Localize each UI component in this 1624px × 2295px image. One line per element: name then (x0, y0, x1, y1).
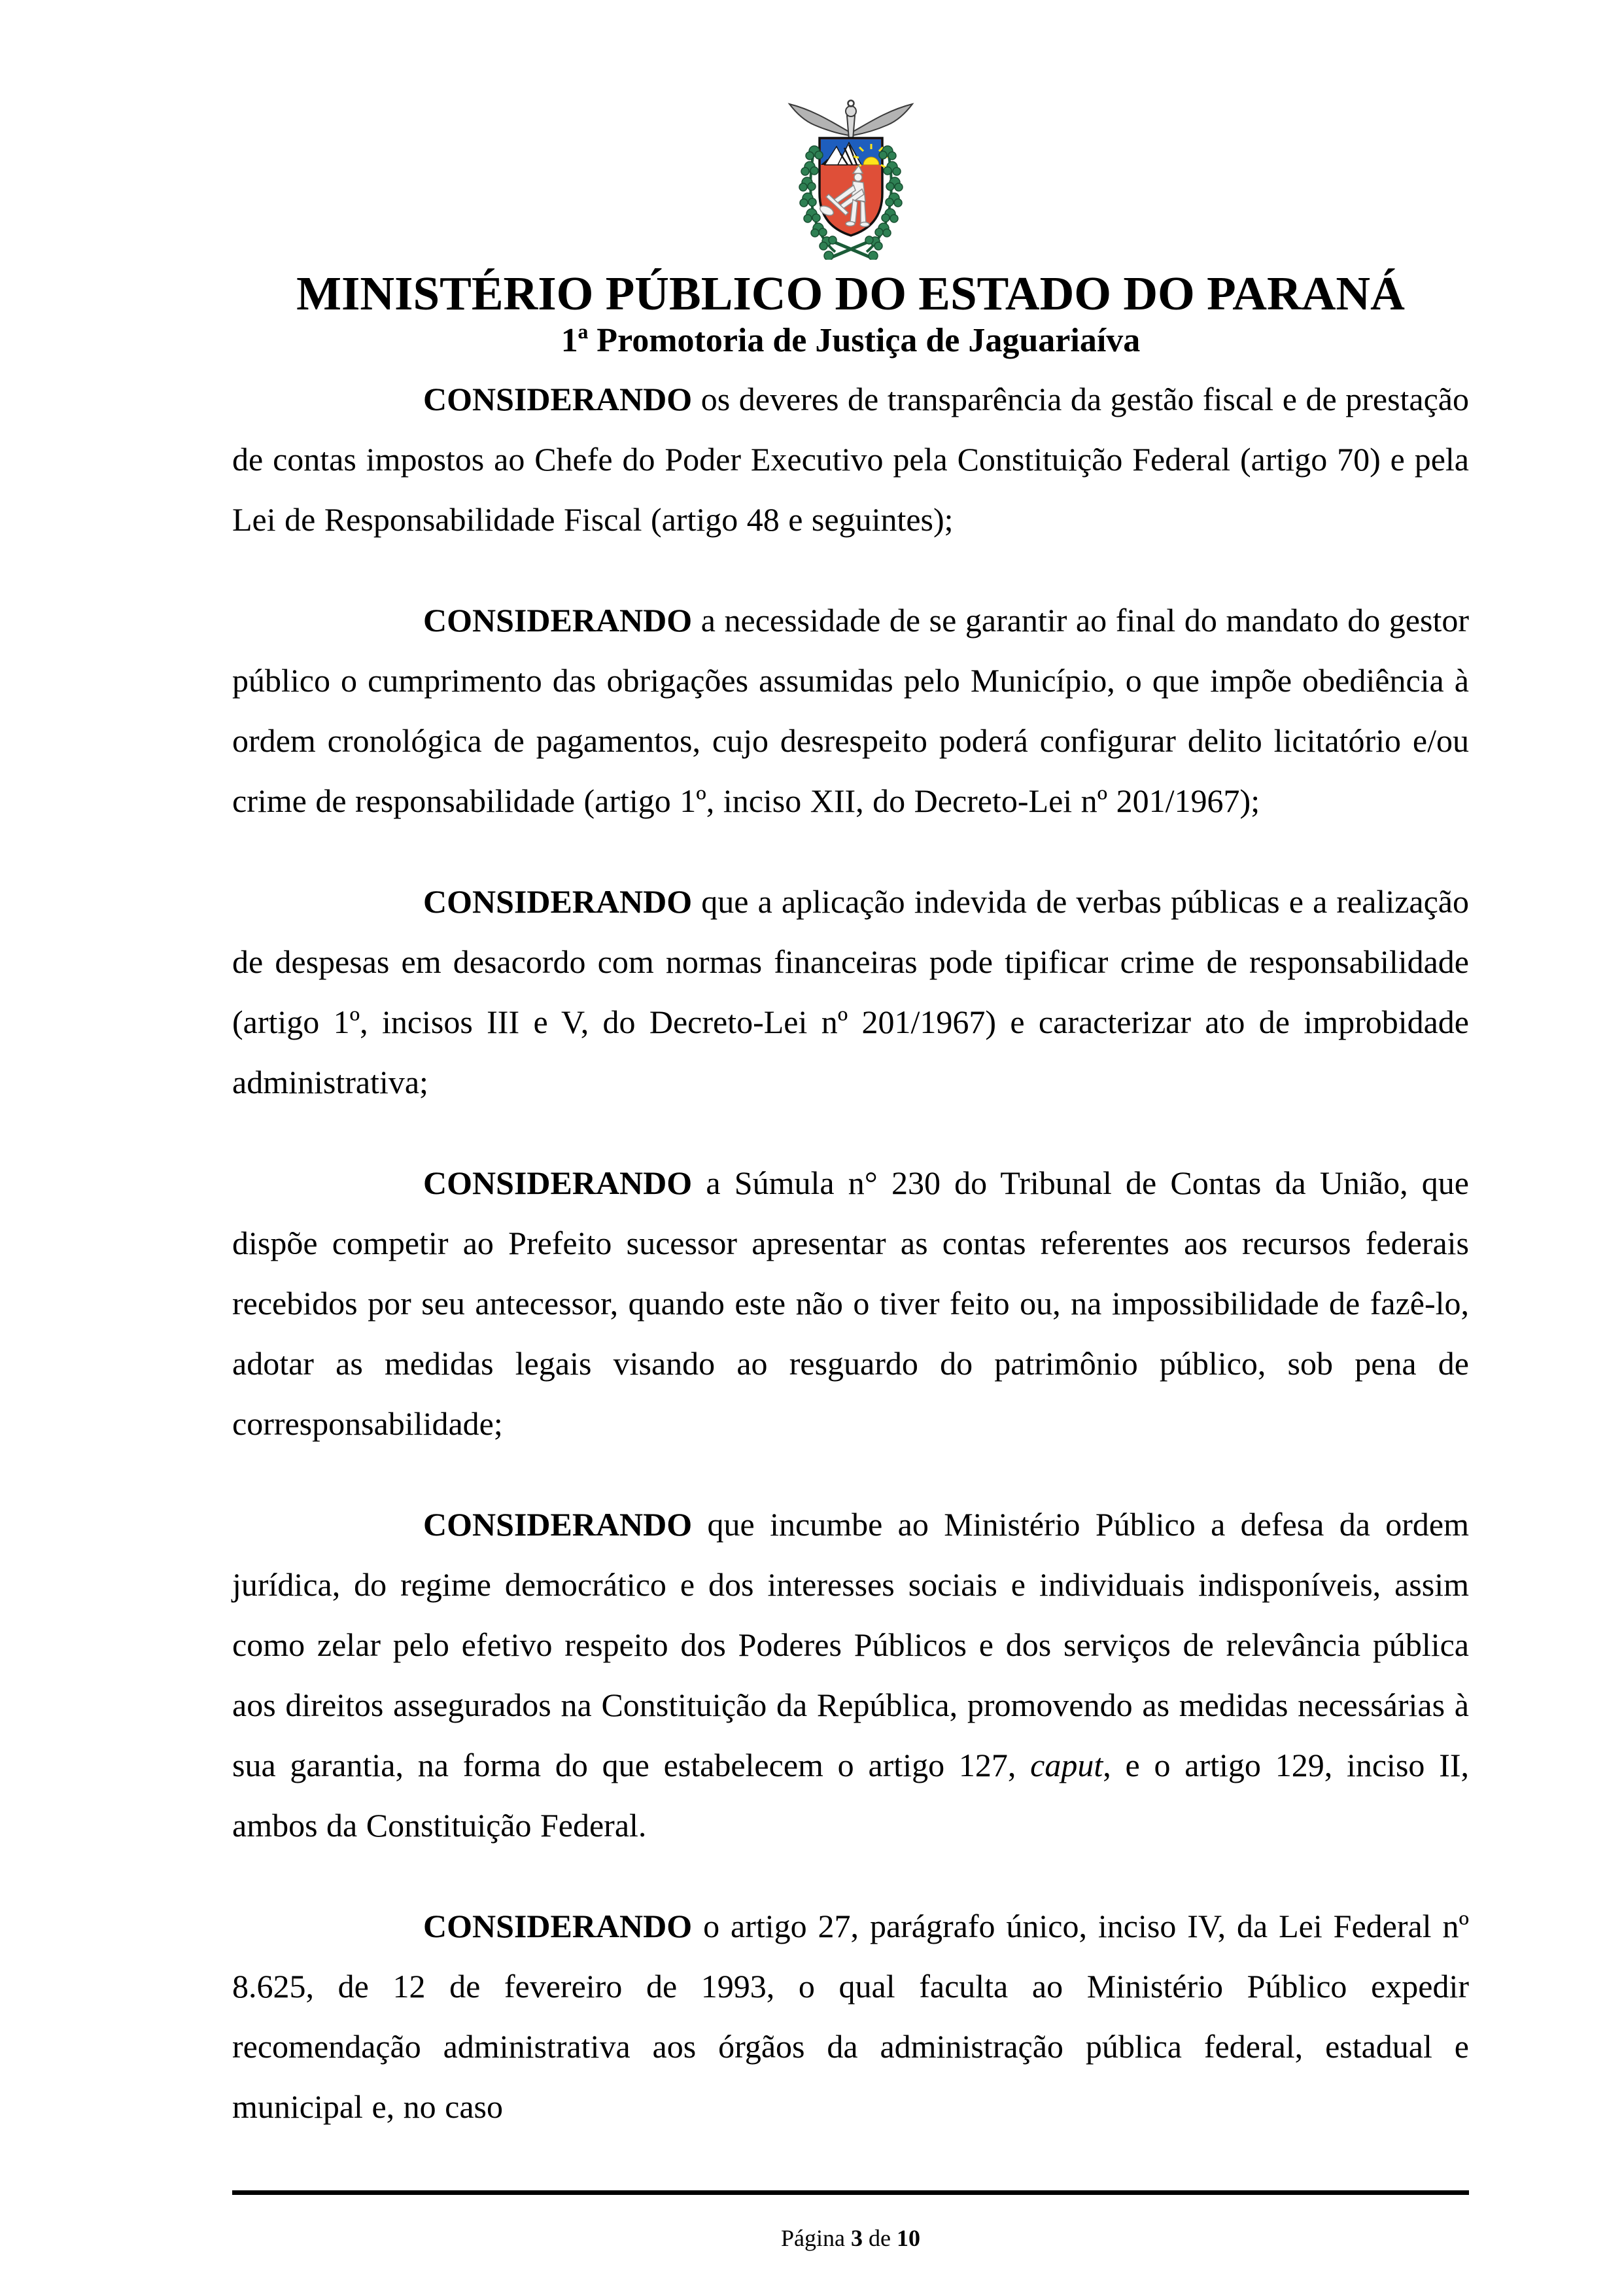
page-number-part: de (863, 2224, 897, 2251)
paragraph-text: o artigo 27, parágrafo único, inciso IV, da Lei Federal nº 8.625, de 12 de fevereiro de 1993, o qual faculta ao Ministério Público expedir recomendação administrativa aos órgãos da administração pública federal, estadual e municipal e, no caso (232, 1907, 1469, 2125)
page-subtitle: 1ª Promotoria de Justiça de Jaguariaíva (561, 321, 1141, 359)
body-paragraph (232, 369, 1469, 550)
content-column (232, 97, 1469, 2252)
footer-rule (232, 2190, 1469, 2195)
body-paragraph (232, 871, 1469, 1112)
parana-coat-of-arms-icon (786, 97, 916, 260)
considerando-lead: CONSIDERANDO (423, 601, 693, 639)
considerando-lead: CONSIDERANDO (423, 380, 693, 417)
body-paragraph (232, 1153, 1469, 1454)
page-number-part: 10 (896, 2224, 920, 2251)
page-number-part: Página (781, 2224, 851, 2251)
page-number (232, 2224, 1469, 2252)
page-title: MINISTÉRIO PÚBLICO DO ESTADO DO PARANÁ (296, 267, 1405, 320)
considerando-lead: CONSIDERANDO (423, 1505, 693, 1543)
document-body (232, 369, 1469, 2137)
body-paragraph (232, 1896, 1469, 2137)
letterhead (232, 97, 1469, 359)
considerando-lead: CONSIDERANDO (423, 883, 693, 920)
paragraph-text: caput (1030, 1746, 1103, 1783)
paragraph-text: que incumbe ao Ministério Público a defesa da ordem jurídica, do regime democrático e dos interesses sociais e individuais indisponíveis, assim como zelar pelo efetivo respeito dos Poderes Públicos e dos serviços de relevância pública aos direitos assegurados na Constituição da República, promovendo as medidas necessárias à sua garantia, na forma do que estabelecem o artigo 127, (232, 1505, 1469, 1783)
eagle-icon (789, 101, 912, 140)
shield-icon (818, 138, 889, 236)
considerando-lead: CONSIDERANDO (423, 1164, 693, 1201)
considerando-lead: CONSIDERANDO (423, 1907, 693, 1944)
body-paragraph (232, 1494, 1469, 1855)
paragraph-text: a Súmula n° 230 do Tribunal de Contas da União, que dispõe competir ao Prefeito sucessor apresentar as contas referentes aos recursos federais recebidos por seu antecessor, quando este não o tiver feito ou, na impossibilidade de fazê-lo, adotar as medidas legais visando ao resguardo do patrimônio público, sob pena de corresponsabilidade; (232, 1164, 1469, 1442)
page-footer (232, 2190, 1469, 2252)
page-number-part: 3 (851, 2224, 863, 2251)
body-paragraph (232, 590, 1469, 831)
paragraph-text: a necessidade de se garantir ao final do mandato do gestor público o cumprimento das obrigações assumidas pelo Município, o que impõe obediência à ordem cronológica de pagamentos, cujo desrespeito poderá configurar delito licitatório e/ou crime de responsabilidade (artigo 1º, inciso XII, do Decreto-Lei nº 201/1967); (232, 601, 1469, 819)
paragraph-text: os deveres de transparência da gestão fiscal e de prestação de contas impostos ao Chefe do Poder Executivo pela Constituição Federal (artigo 70) e pela Lei de Responsabilidade Fiscal (artigo 48 e seguintes); (232, 380, 1469, 538)
paragraph-text: , e o artigo 129, inciso II, ambos da Constituição Federal. (232, 1746, 1469, 1844)
paragraph-text: que a aplicação indevida de verbas públicas e a realização de despesas em desacordo com normas financeiras pode tipificar crime de responsabilidade (artigo 1º, incisos III e V, do Decreto-Lei nº 201/1967) e caracterizar ato de improbidade administrativa; (232, 883, 1469, 1100)
